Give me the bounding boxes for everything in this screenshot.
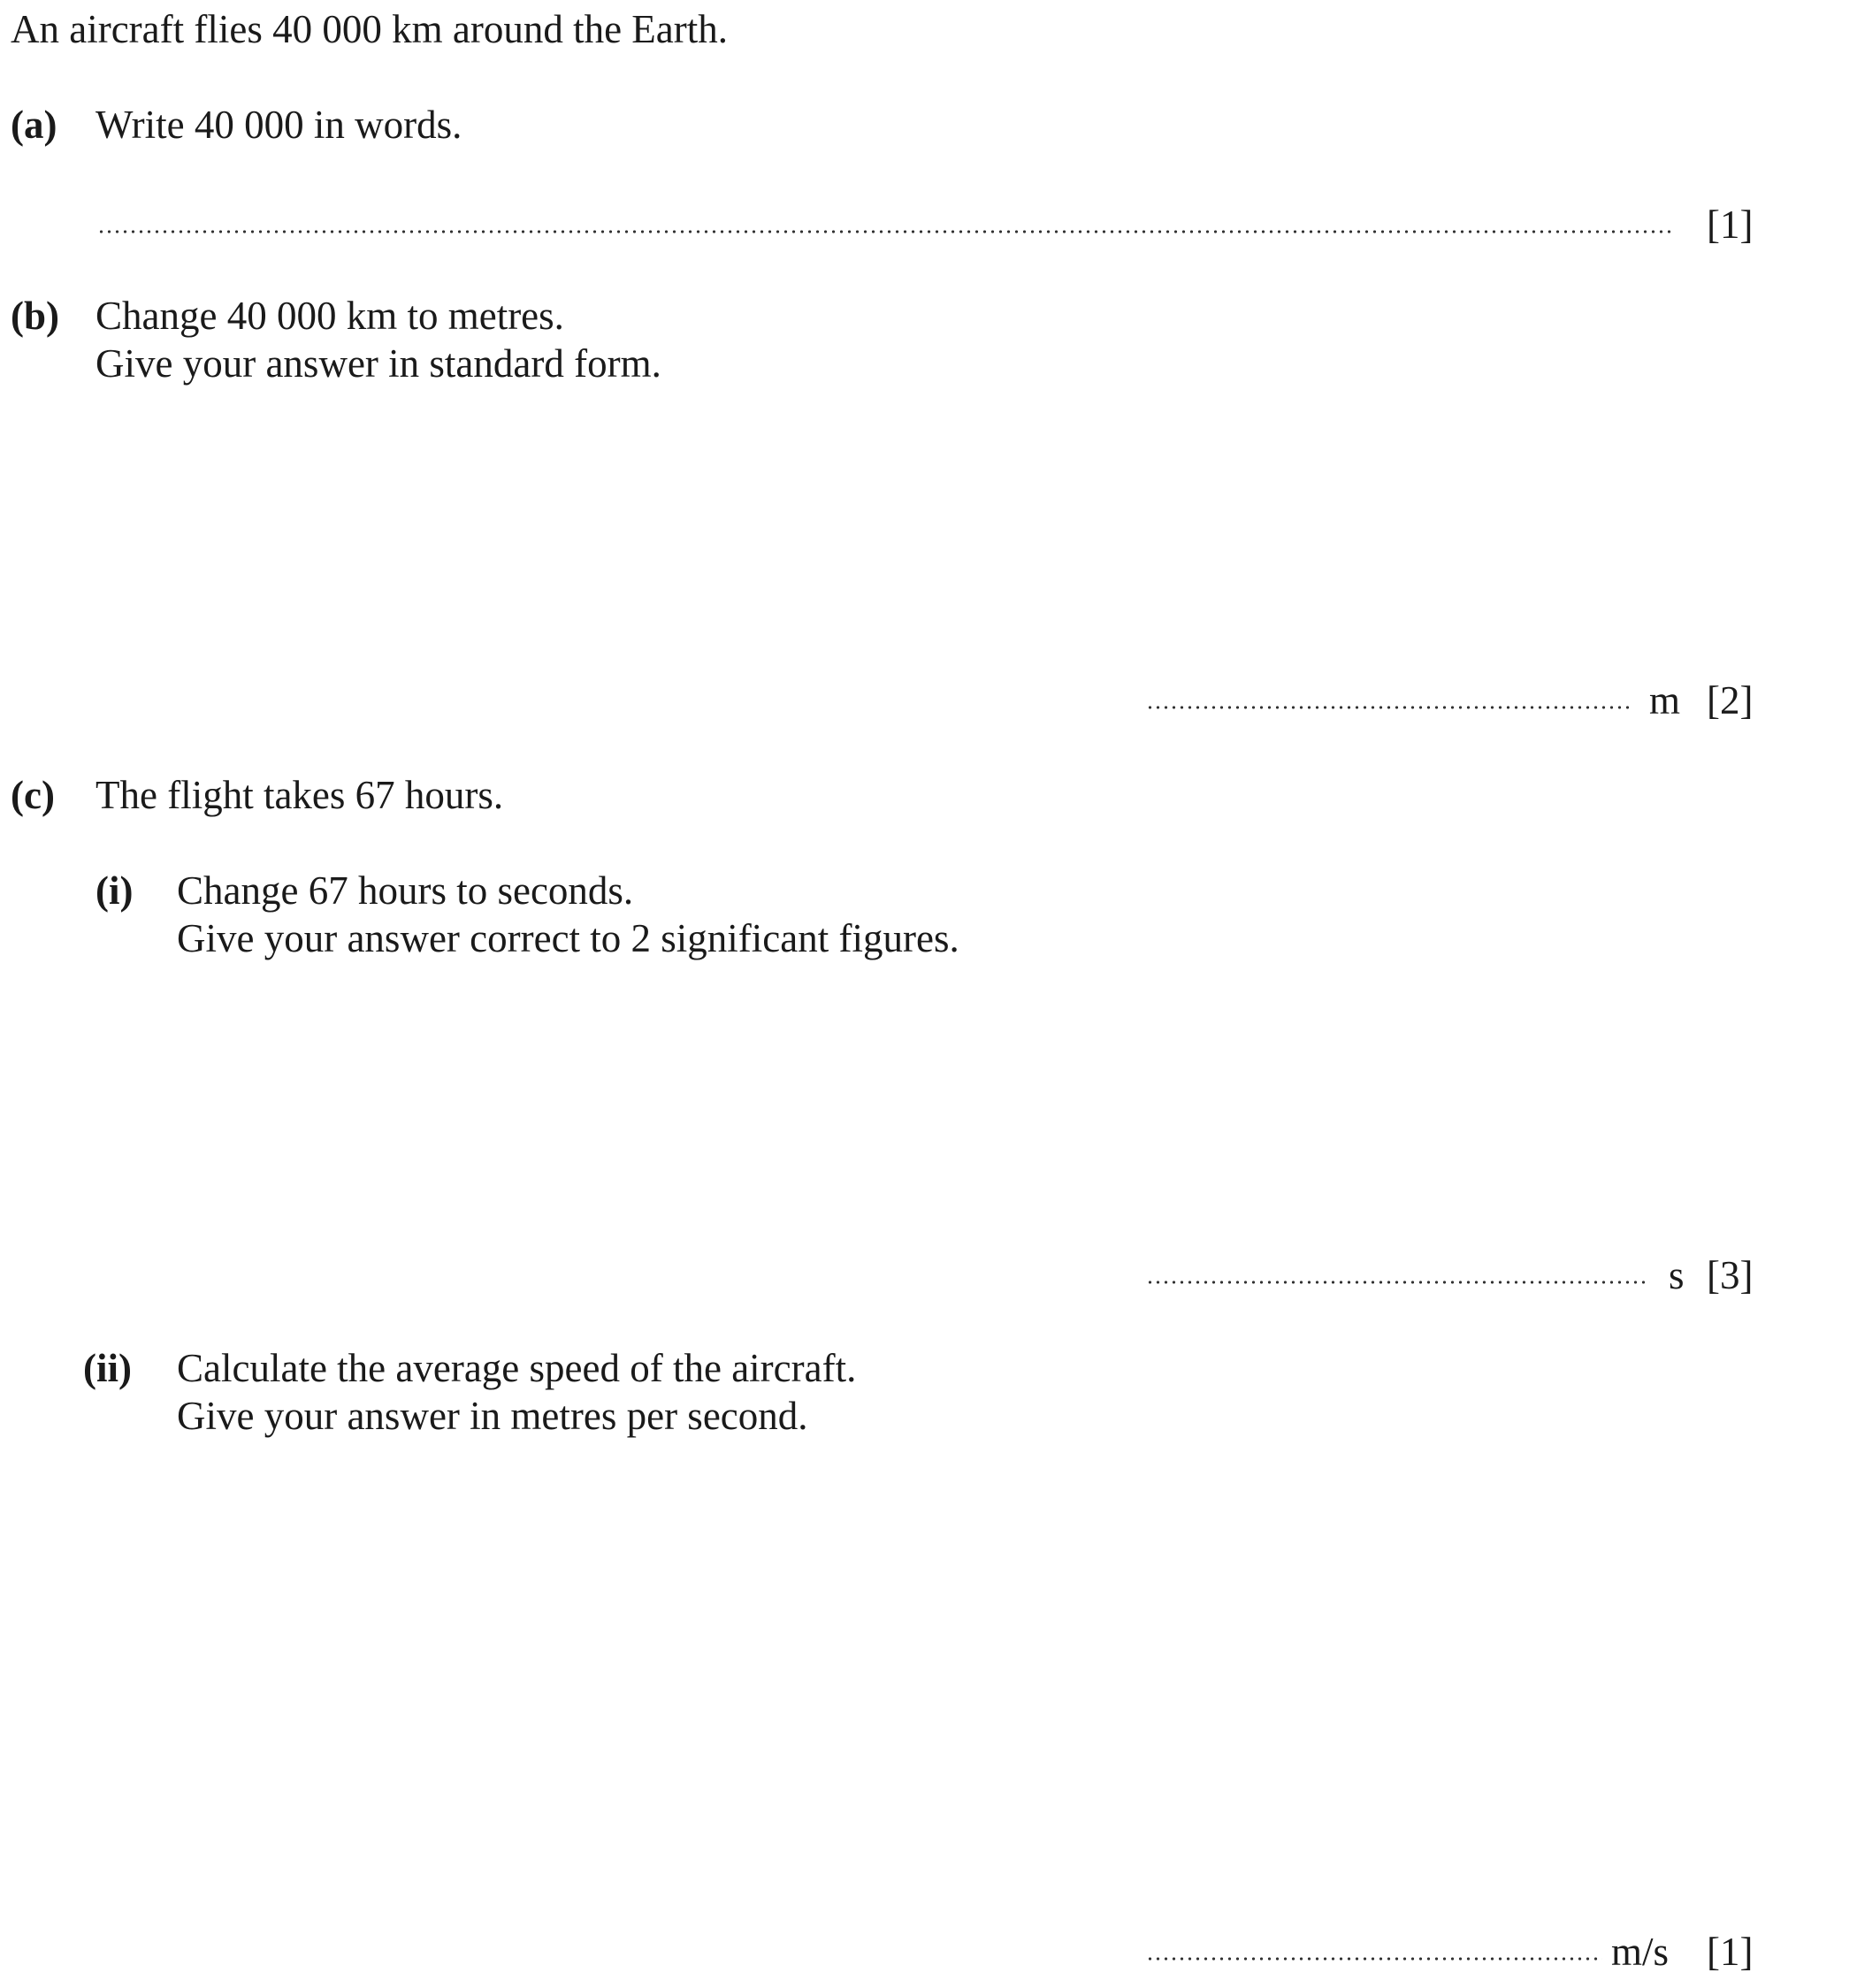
part-b-answer-line[interactable] [1146, 705, 1629, 710]
part-a-question: Write 40 000 in words. [96, 103, 462, 147]
part-c-i-line2: Give your answer correct to 2 significant figures. [177, 916, 959, 960]
part-c-i-line1: Change 67 hours to seconds. [177, 868, 634, 913]
part-b-line1: Change 40 000 km to metres. [96, 294, 564, 338]
part-c-ii-unit: m/s [1611, 1930, 1670, 1974]
part-c-question: The flight takes 67 hours. [96, 773, 504, 817]
part-c-ii-line2: Give your answer in metres per second. [177, 1394, 808, 1438]
intro-text: An aircraft flies 40 000 km around the Earth. [11, 7, 728, 51]
part-c-ii-answer-line[interactable] [1146, 1956, 1602, 1961]
part-c-label: (c) [11, 773, 55, 817]
part-c-i-unit: s [1669, 1253, 1685, 1297]
part-c-ii-label: (ii) [83, 1346, 132, 1390]
part-c-ii-line1: Calculate the average speed of the aircraft. [177, 1346, 857, 1390]
part-c-i-label: (i) [96, 868, 134, 913]
part-a-marks: [1] [1707, 203, 1754, 247]
part-a-label: (a) [11, 103, 57, 147]
part-c-i-answer-line[interactable] [1146, 1280, 1650, 1285]
part-b-label: (b) [11, 294, 59, 338]
part-b-line2: Give your answer in standard form. [96, 341, 661, 386]
part-b-unit: m [1649, 678, 1681, 723]
part-a-answer-line[interactable] [97, 229, 1673, 234]
part-b-marks: [2] [1707, 678, 1754, 723]
part-c-ii-marks: [1] [1707, 1930, 1754, 1974]
part-c-i-marks: [3] [1707, 1253, 1754, 1297]
